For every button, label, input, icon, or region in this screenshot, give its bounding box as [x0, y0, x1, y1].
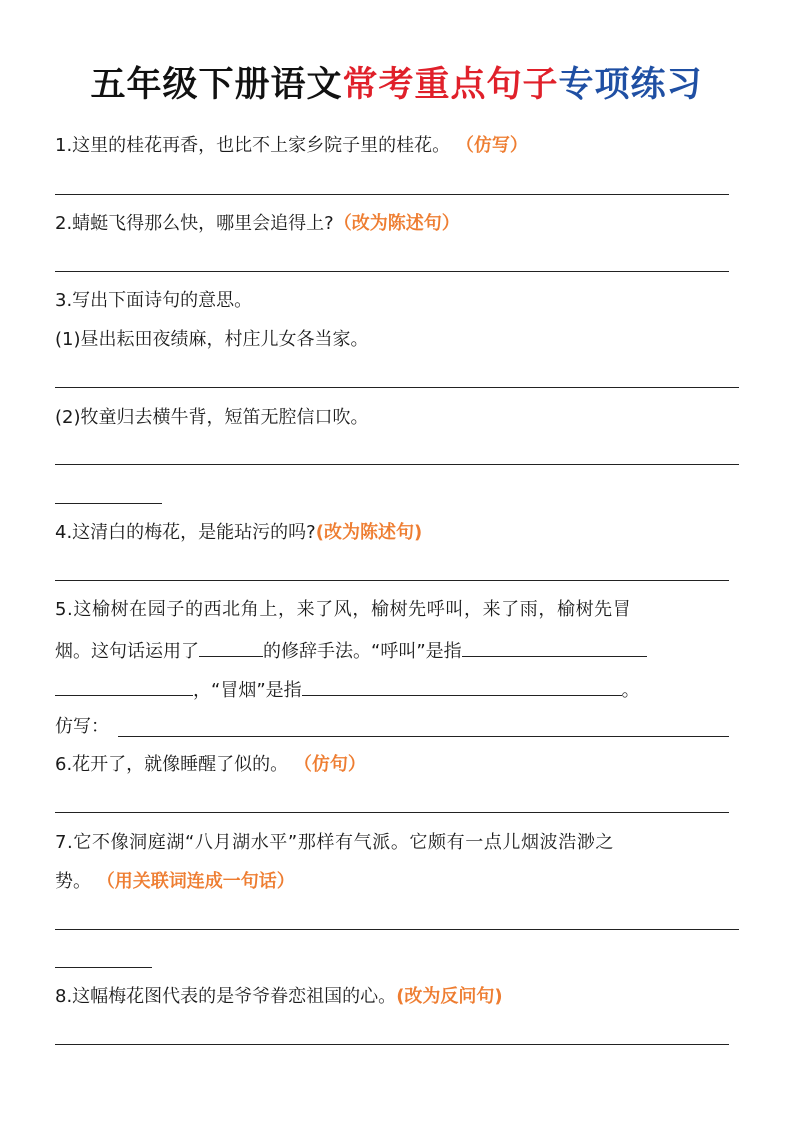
- question-3-sub-2: [55, 405, 369, 431]
- answer-line-3-1[interactable]: [55, 387, 739, 388]
- answer-line-2[interactable]: [55, 271, 729, 272]
- fill-blank-maoyan[interactable]: [302, 675, 622, 696]
- question-7-line-2: [55, 869, 295, 895]
- question-5-imitate-label: 仿写：: [55, 716, 109, 737]
- question-1: [55, 133, 528, 159]
- answer-line-3-2-continued[interactable]: [55, 503, 162, 504]
- question-8-text: 8.这幅梅花图代表的是爷爷眷恋祖国的心。: [55, 986, 397, 1007]
- question-4-hint: (改为陈述句): [315, 522, 423, 543]
- fill-blank-huijiao-1[interactable]: [462, 636, 647, 657]
- question-5-text-2a: 烟。这句话运用了: [55, 641, 199, 662]
- question-6: [55, 752, 366, 778]
- question-7-hint: （用关联词连成一句话）: [96, 871, 295, 892]
- answer-line-5-imitate[interactable]: [118, 736, 729, 737]
- question-5-line-1: [55, 597, 631, 623]
- question-3-sub-1: [55, 327, 369, 353]
- question-6-text: 6.花开了，就像睡醒了似的。: [55, 754, 289, 775]
- question-7-line-1: [55, 830, 614, 856]
- question-3-sub-1-text: (1)昼出耘田夜绩麻，村庄儿女各当家。: [55, 329, 369, 350]
- fill-blank-rhetoric[interactable]: [199, 636, 263, 657]
- answer-line-6[interactable]: [55, 812, 729, 813]
- fill-blank-huijiao-2[interactable]: [55, 675, 193, 696]
- question-3: [55, 288, 252, 314]
- question-3-sub-2-text: (2)牧童归去横牛背，短笛无腔信口吹。: [55, 407, 369, 428]
- question-7-text-1: 7.它不像洞庭湖“八月湖水平”那样有气派。它颇有一点儿烟波浩渺之: [55, 832, 615, 853]
- question-7-text-2: 势。: [55, 871, 91, 892]
- title-part-exercise: 专项练习: [558, 65, 703, 105]
- question-8: [55, 984, 503, 1010]
- answer-line-3-2[interactable]: [55, 464, 739, 465]
- question-1-hint: （仿写）: [455, 135, 528, 156]
- question-1-text: 1.这里的桂花再香，也比不上家乡院子里的桂花。: [55, 135, 451, 156]
- question-5-imitate: [55, 714, 109, 740]
- question-5-text-3b: 。: [621, 680, 640, 701]
- title-part-key-sentences: 常考重点句子: [342, 65, 559, 105]
- question-2: [55, 211, 460, 237]
- answer-line-8[interactable]: [55, 1044, 729, 1045]
- question-2-hint: （改为陈述句）: [333, 213, 460, 234]
- question-5-line-3: [55, 675, 640, 704]
- answer-line-7-continued[interactable]: [55, 967, 152, 968]
- question-4-text: 4.这清白的梅花，是能玷污的吗?: [55, 522, 316, 543]
- question-5-text-1: 5.这榆树在园子的西北角上，来了风，榆树先呼叫，来了雨，榆树先冒: [55, 599, 632, 620]
- title-part-grade: 五年级下册语文: [90, 65, 343, 105]
- question-3-text: 3.写出下面诗句的意思。: [55, 290, 253, 311]
- question-5-line-2: [55, 636, 647, 665]
- answer-line-4[interactable]: [55, 580, 729, 581]
- page-title: [0, 60, 793, 110]
- question-5-text-2b: 的修辞手法。“呼叫”是指: [263, 641, 462, 662]
- question-6-hint: （仿句）: [293, 754, 366, 775]
- question-2-text: 2.蜻蜓飞得那么快，哪里会追得上?: [55, 213, 334, 234]
- question-4: [55, 520, 422, 546]
- question-5-text-3a: ，“冒烟”是指: [193, 680, 302, 701]
- answer-line-7[interactable]: [55, 929, 739, 930]
- answer-line-1[interactable]: [55, 194, 729, 195]
- question-8-hint: (改为反问句): [396, 986, 503, 1007]
